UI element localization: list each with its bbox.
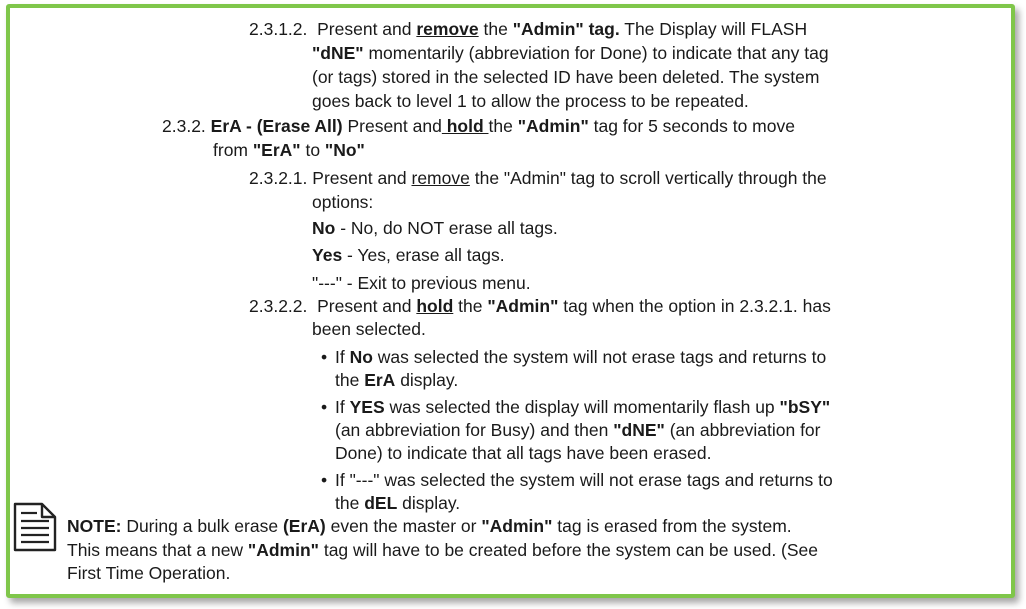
emphasis-hold: hold (441, 116, 489, 136)
section-title: ErA - (Erase All) (210, 116, 343, 136)
bullet-marker: • (321, 397, 328, 417)
emphasis-hold: hold (416, 296, 454, 316)
section-number: 2.3.2.1. (249, 168, 308, 188)
section-2-3-2-2-line-2: been selected. (312, 319, 426, 339)
section-number: 2.3.1.2. (249, 19, 308, 39)
bullet-yes-line-2: (an abbreviation for Busy) and then "dNE" (an abbreviation for (335, 420, 821, 440)
section-number: 2.3.2.2. (249, 296, 308, 316)
section-2-3-2-1-line-1: 2.3.2.1. Present and remove the "Admin" tag to scroll vertically through the (249, 168, 827, 188)
note-label: NOTE: (67, 516, 122, 536)
bullet-yes-line-1: If YES was selected the display will momentarily flash up "bSY" (335, 397, 831, 417)
option-no: No - No, do NOT erase all tags. (312, 218, 558, 238)
section-2-3-2-1-line-2: options: (312, 192, 374, 212)
emphasis-remove: remove (411, 168, 470, 188)
bullet-exit-line-1: If "---" was selected the system will not erase tags and returns to (335, 470, 833, 490)
bullet-no-line-1: If No was selected the system will not erase tags and returns to (335, 347, 827, 367)
bullet-marker: • (321, 470, 328, 490)
section-2-3-2-line-1: 2.3.2. ErA - (Erase All) Present and hold the "Admin" tag for 5 seconds to move (162, 116, 795, 136)
option-exit: "---" - Exit to previous menu. (312, 273, 531, 293)
note-line-2: This means that a new "Admin" tag will have to be created before the system can be used. (See (67, 540, 819, 560)
emphasis-remove: remove (416, 19, 479, 39)
bullet-marker: • (321, 347, 328, 367)
note-line-3: First Time Operation. (67, 563, 231, 583)
section-2-3-1-2-line-2: "dNE" momentarily (abbreviation for Done) to indicate that any tag (312, 43, 829, 63)
note-line-1: NOTE: During a bulk erase (ErA) even the master or "Admin" tag is erased from the system. (67, 516, 792, 536)
section-2-3-1-2-line-1: 2.3.1.2. Present and remove the "Admin" tag. The Display will FLASH (249, 19, 808, 39)
bullet-yes-line-3: Done) to indicate that all tags have been erased. (335, 443, 712, 463)
option-yes: Yes - Yes, erase all tags. (312, 245, 505, 265)
note-document-icon (12, 501, 58, 553)
bullet-exit-line-2: the dEL display. (335, 493, 461, 513)
section-number: 2.3.2. (162, 116, 206, 136)
bullet-no-line-2: the ErA display. (335, 370, 459, 390)
section-2-3-1-2-line-4: goes back to level 1 to allow the process to be repeated. (312, 91, 749, 111)
section-2-3-2-line-2: from "ErA" to "No" (213, 140, 365, 160)
section-2-3-2-2-line-1: 2.3.2.2. Present and hold the "Admin" tag when the option in 2.3.2.1. has (249, 296, 831, 316)
section-2-3-1-2-line-3: (or tags) stored in the selected ID have been deleted. The system (312, 67, 820, 87)
